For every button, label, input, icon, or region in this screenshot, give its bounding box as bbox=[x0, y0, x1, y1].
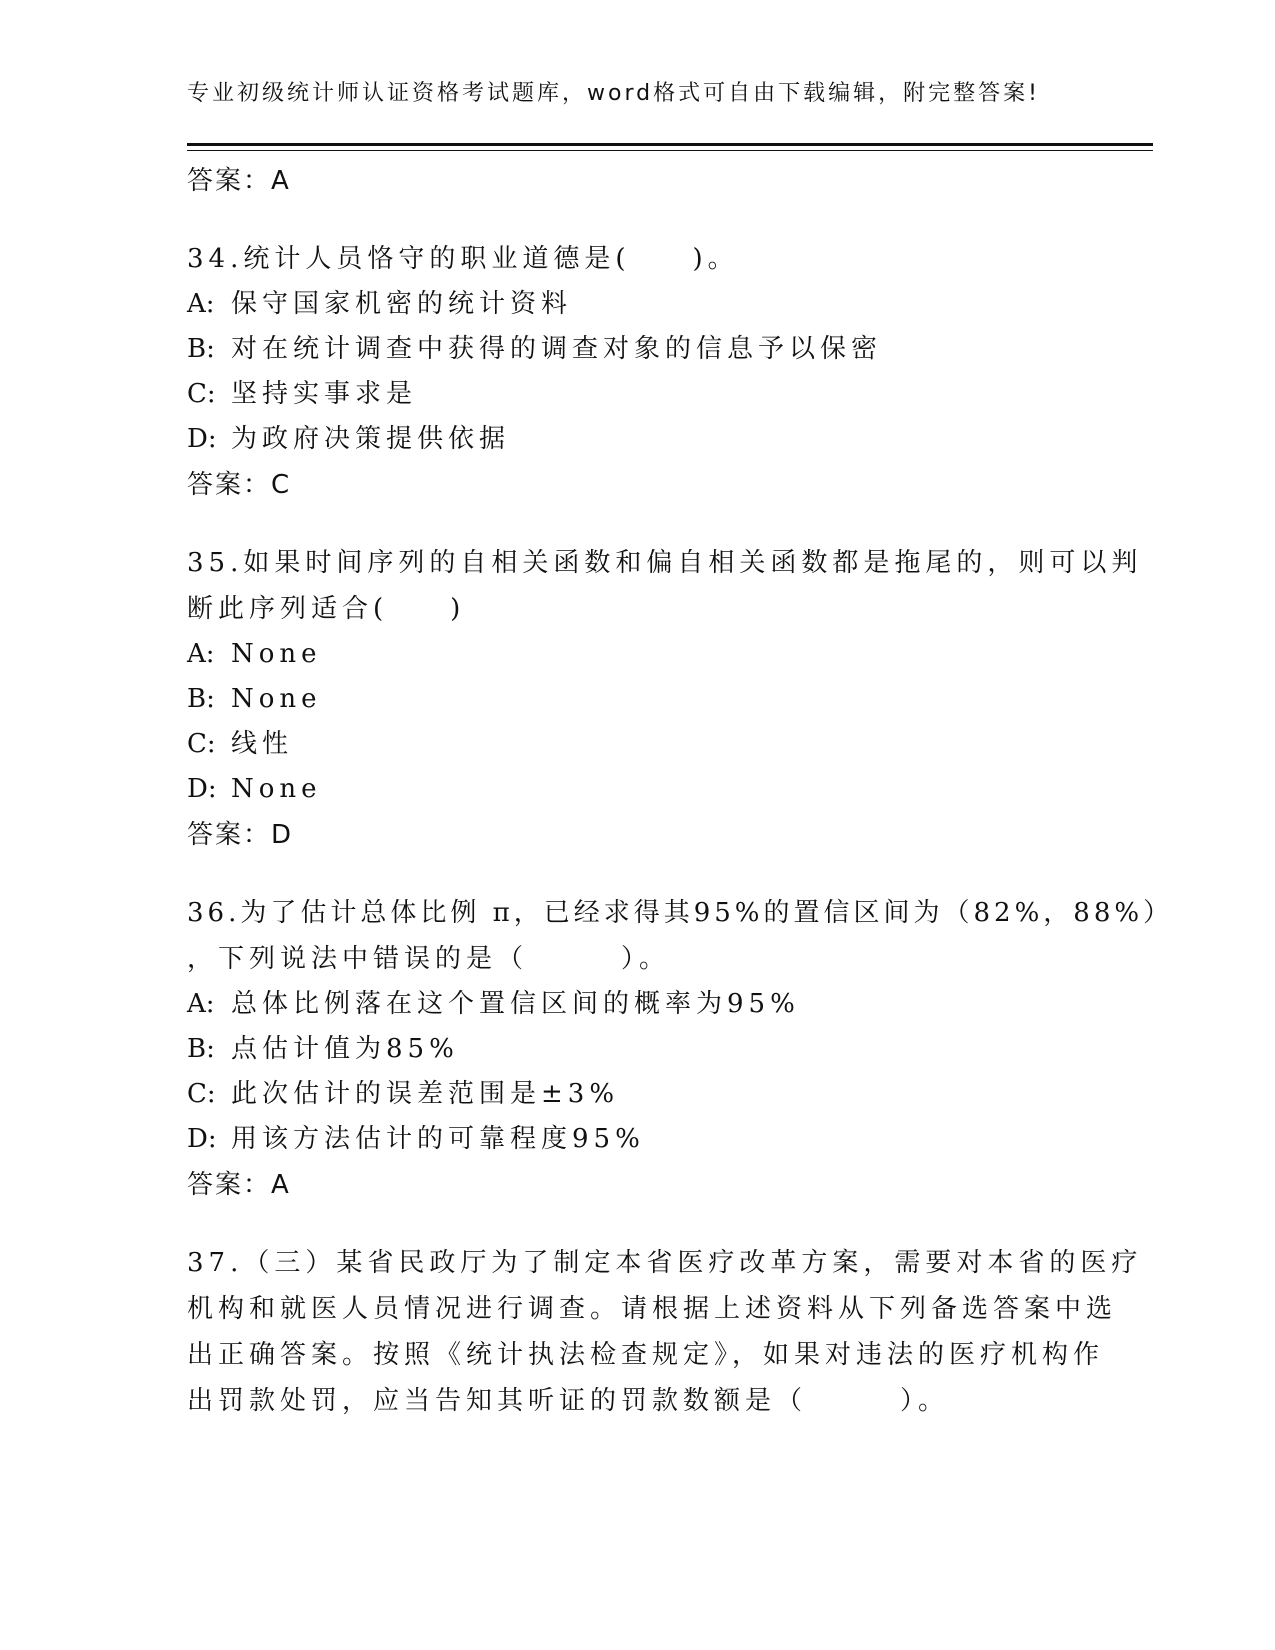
header-rule-thick bbox=[187, 143, 1153, 146]
question-stem: 36.为了估计总体比例 π，已经求得其95%的置信区间为（82%，88%） bbox=[187, 898, 1174, 928]
question-stem: 37.（三）某省民政厅为了制定本省医疗改革方案，需要对本省的医疗 bbox=[187, 1248, 1143, 1278]
option-b: B: None bbox=[187, 684, 322, 714]
option-c: C: 线性 bbox=[187, 729, 294, 759]
option-d: D: None bbox=[187, 774, 322, 804]
answer-33: 答案：A bbox=[187, 166, 291, 196]
question-stem-cont: 断此序列适合( ) bbox=[187, 594, 466, 624]
option-b: B: 对在统计调查中获得的调查对象的信息予以保密 bbox=[187, 334, 883, 364]
option-c: C: 坚持实事求是 bbox=[187, 379, 418, 409]
option-c: C: 此次估计的误差范围是±3% bbox=[187, 1079, 620, 1109]
header-rule-thin bbox=[187, 150, 1153, 151]
question-stem-cont: 出罚款处罚，应当告知其听证的罚款数额是（ ）。 bbox=[187, 1386, 950, 1416]
option-a: A: 保守国家机密的统计资料 bbox=[187, 289, 573, 319]
answer-34: 答案：C bbox=[187, 470, 292, 500]
question-37 bbox=[187, 1240, 1143, 1424]
question-34 bbox=[187, 236, 1107, 508]
option-b: B: 点估计值为85% bbox=[187, 1034, 459, 1064]
option-d: D: 为政府决策提供依据 bbox=[187, 424, 511, 454]
question-stem: 34.统计人员恪守的职业道德是( )。 bbox=[187, 244, 739, 274]
question-stem-cont: 出正确答案。按照《统计执法检查规定》，如果对违法的医疗机构作 bbox=[187, 1340, 1105, 1370]
option-a: A: None bbox=[187, 639, 322, 669]
option-d: D: 用该方法估计的可靠程度95% bbox=[187, 1124, 645, 1154]
question-stem: 35.如果时间序列的自相关函数和偏自相关函数都是拖尾的，则可以判 bbox=[187, 548, 1143, 578]
answer-35: 答案：D bbox=[187, 820, 294, 850]
question-stem-cont: ，下列说法中错误的是（ ）。 bbox=[187, 944, 671, 974]
question-list bbox=[187, 158, 1174, 1424]
answer-36: 答案：A bbox=[187, 1170, 291, 1200]
question-36 bbox=[187, 890, 1174, 1208]
page-header: 专业初级统计师认证资格考试题库，word格式可自由下载编辑，附完整答案! bbox=[187, 81, 1040, 106]
question-stem-cont: 机构和就医人员情况进行调查。请根据上述资料从下列备选答案中选 bbox=[187, 1294, 1118, 1324]
option-a: A: 总体比例落在这个置信区间的概率为95% bbox=[187, 989, 800, 1019]
question-35 bbox=[187, 540, 1143, 858]
